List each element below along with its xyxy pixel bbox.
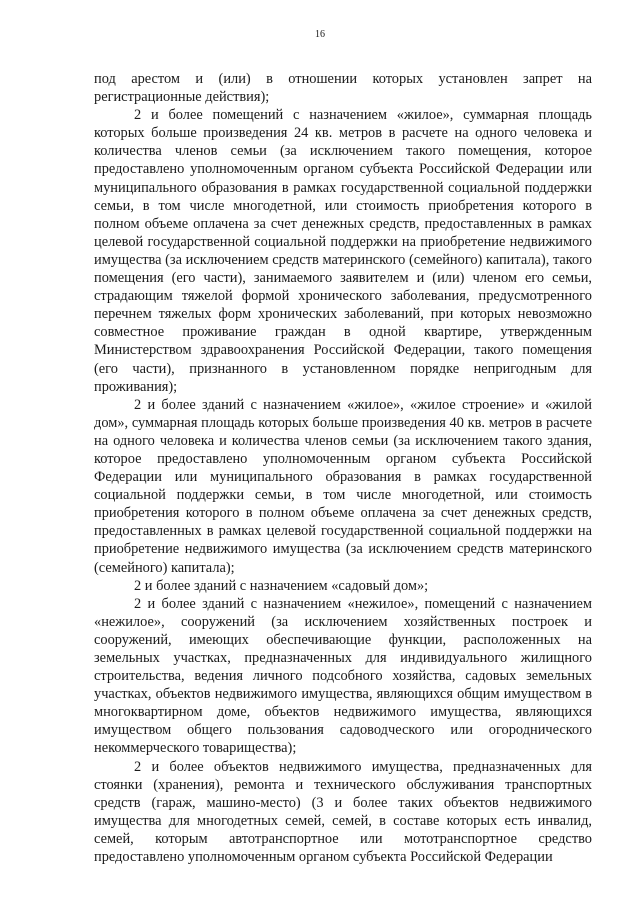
paragraph-residential-premises: 2 и более помещений с назначением «жилое», суммарная площадь которых больше произведения 24 кв. метров в расчете на одного человека и количества членов семьи (за исключением такого помещения, которое предоставлено уполномоченным органом субъекта Российской Федерации или муниципального образования в рамках государственной социальной поддержки семьи, в том числе многодетной, или стоимость приобретения которого в полном объеме оплачена за счет денежных средств, предоставленных в рамках целевой государственной социальной поддержки на приобретение недвижимого имущества (за исключением средств материнского (семейного) капитала), такого помещения (его части), занимаемого заявителем и (или) членом его семьи, страдающим тяжелой формой хронического заболевания, предусмотренного перечнем тяжелых форм хронических заболеваний, при которых невозможно совместное проживание граждан в одной квартире, утвержденным Министерством здравоохранения Российской Федерации, такого помещения (его части), признанного в установленном порядке непригодным для проживания); (94, 107, 592, 395)
paragraph-non-residential: 2 и более зданий с назначением «нежилое», помещений с назначением «нежилое», сооружений (за исключением хозяйственных построек и сооружений, имеющих обеспечивающие функции, расположенных на земельных участках, предназначенных для индивидуального жилищного строительства, ведения личного подсобного хозяйства, садовых земельных участках, объектов недвижимого имущества, являющихся общим имуществом в многоквартирном доме, объектов недвижимого имущества, являющихся имуществом общего пользования садоводческого или огороднического некоммерческого товарищества); (94, 595, 592, 757)
document-body (94, 70, 592, 866)
page-number: 16 (315, 29, 325, 40)
paragraph-vehicle-storage: 2 и более объектов недвижимого имущества, предназначенных для стоянки (хранения), ремонта и технического обслуживания транспортных средств (гараж, машино-место) (3 и более таких объектов недвижимого имущества для многодетных семей, семей, в составе которых есть инвалид, семей, которым автотранспортное или мототранспортное средство предоставлено уполномоченным органом субъекта Российской Федерации (94, 758, 592, 866)
paragraph-garden-houses: 2 и более зданий с назначением «садовый дом»; (134, 577, 429, 594)
paragraph-continuation: под арестом и (или) в отношении которых установлен запрет на регистрационные действия); (94, 71, 592, 106)
paragraph-residential-buildings: 2 и более зданий с назначением «жилое», «жилое строение» и «жилой дом», суммарная площадь которых больше произведения 40 кв. метров в расчете на одного человека и количества членов семьи (за исключением такого здания, которое предоставлено уполномоченным органом субъекта Российской Федерации или муниципального образования в рамках государственной социальной поддержки семьи, в том числе многодетной, или стоимость приобретения которого в полном объеме оплачена за счет денежных средств, предоставленных в рамках целевой государственной социальной поддержки на приобретение недвижимого имущества (за исключением средств материнского (семейного) капитала); (94, 396, 592, 576)
